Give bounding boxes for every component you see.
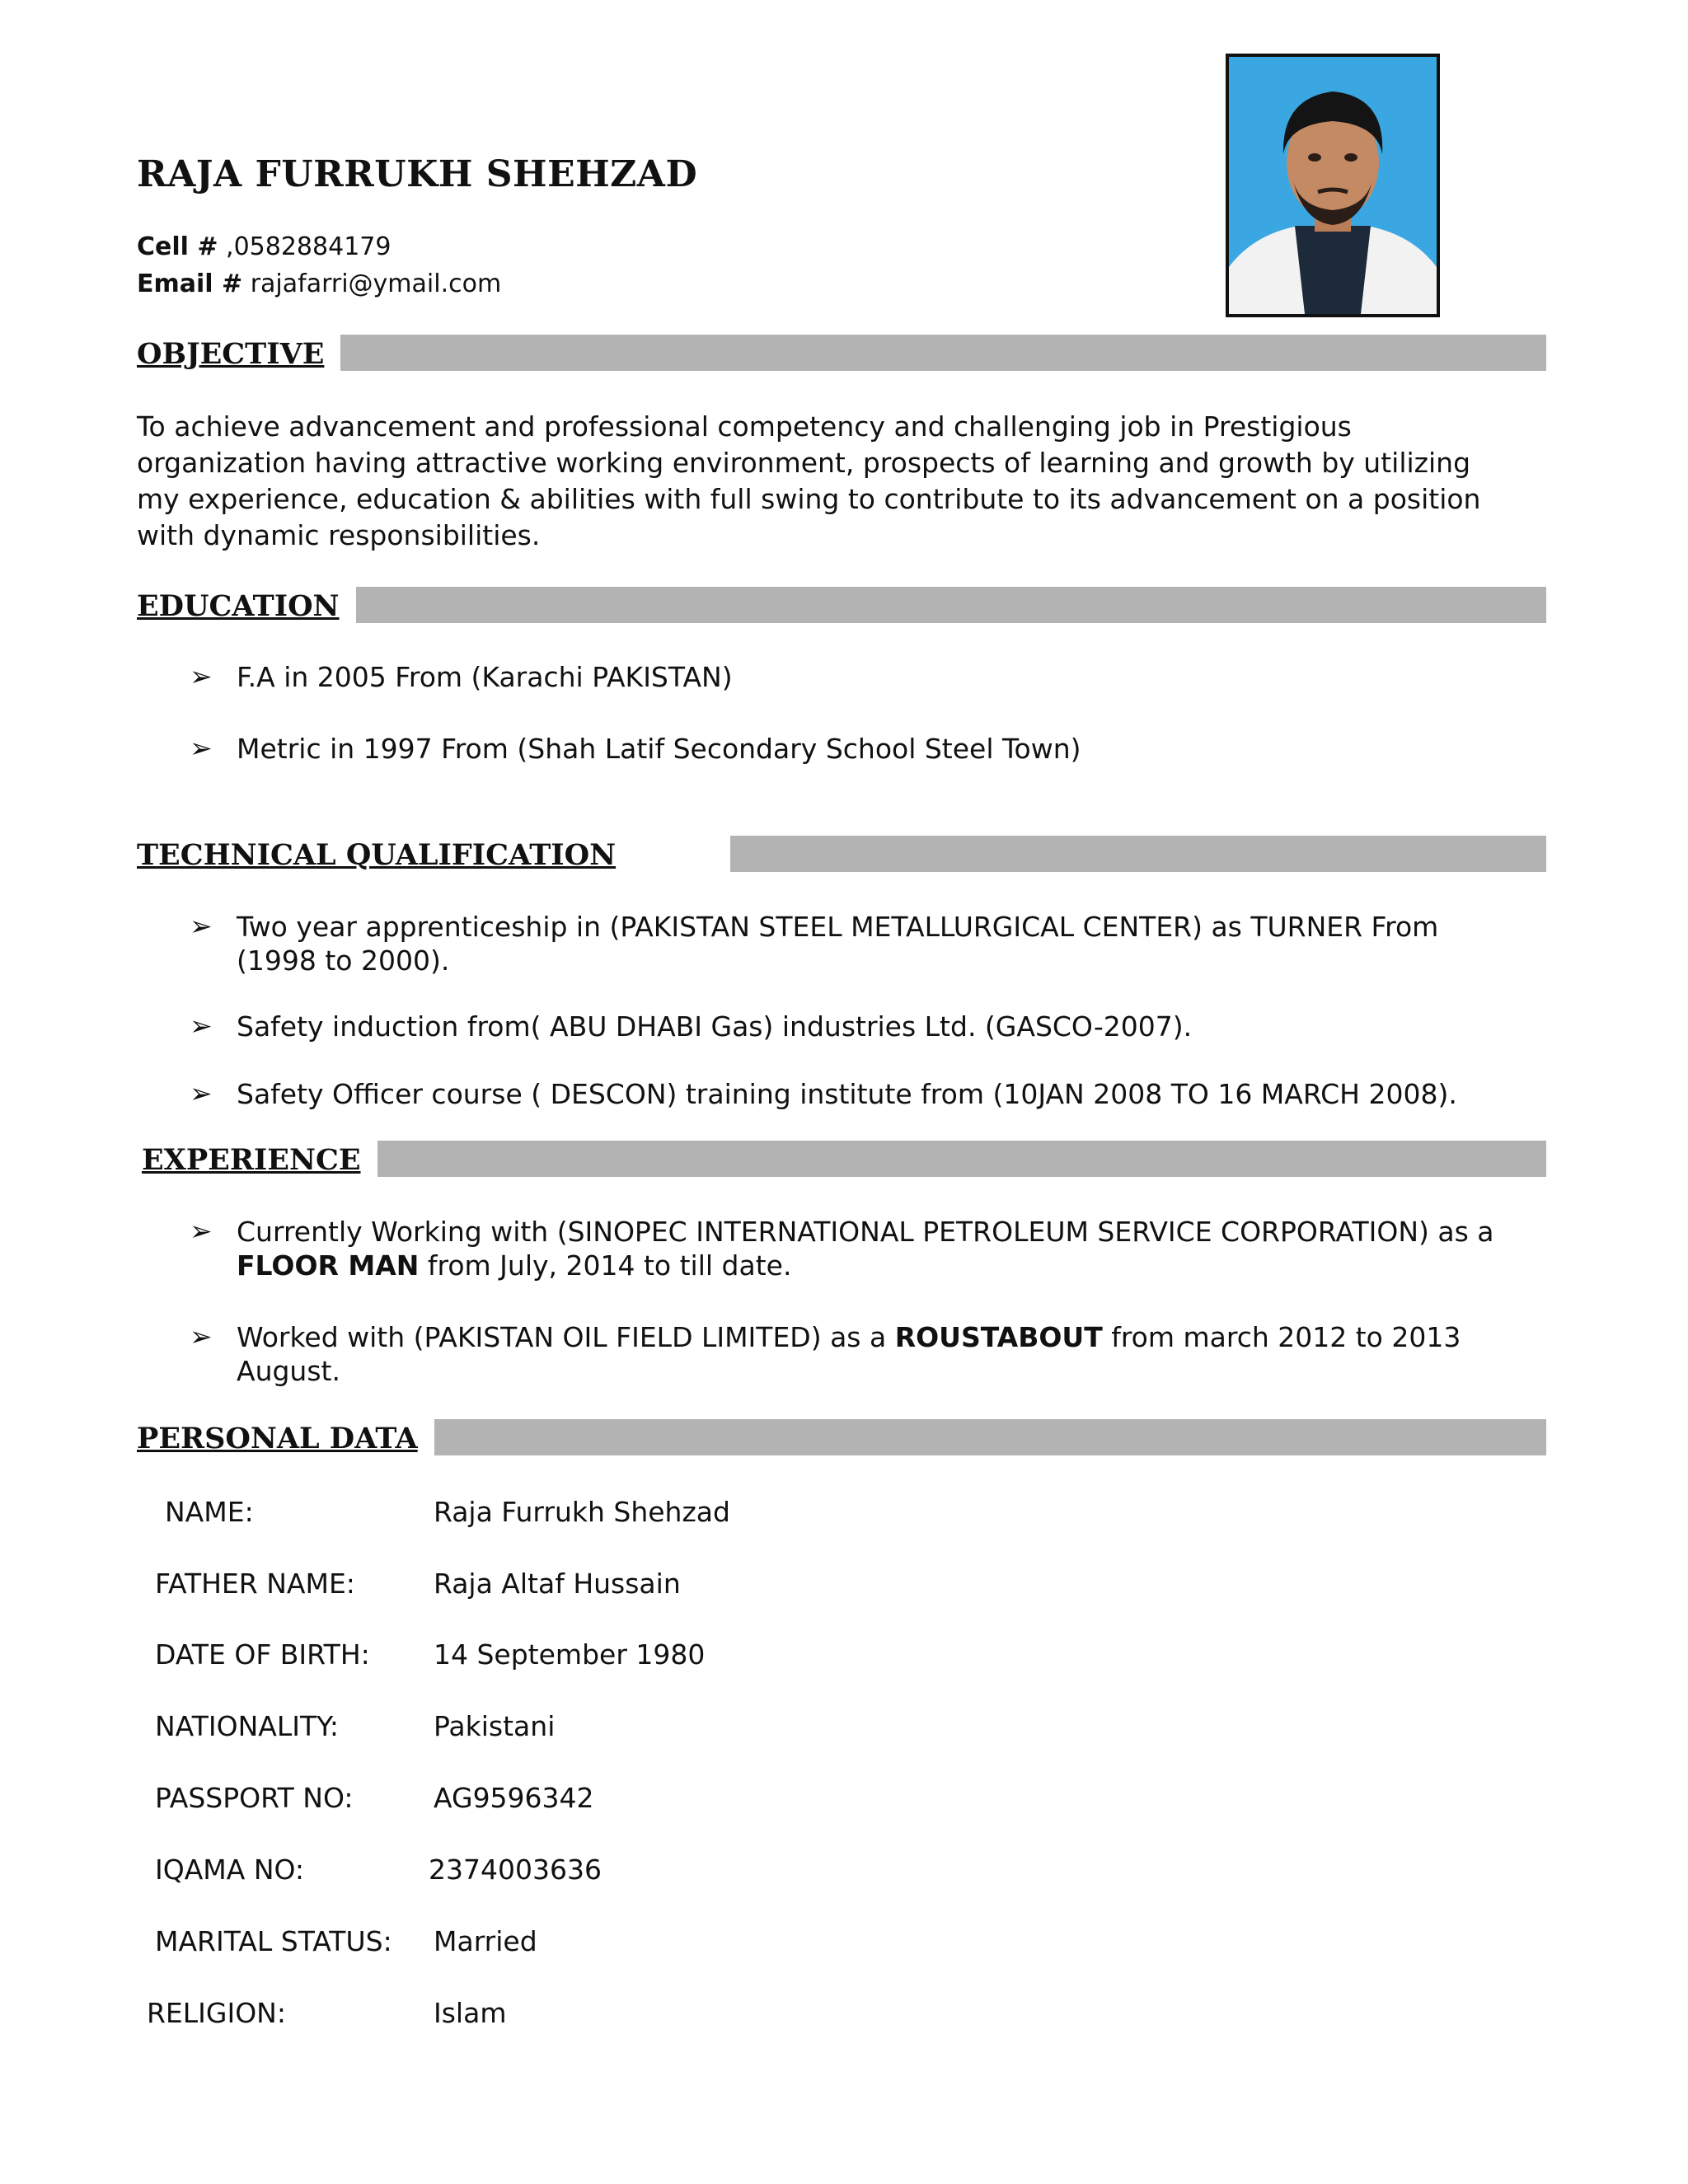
education-item: F.A in 2005 From (Karachi PAKISTAN): [237, 661, 733, 693]
personal-label-father: FATHER NAME:: [155, 1568, 355, 1600]
candidate-name: RAJA FURRUKH SHEHZAD: [137, 153, 698, 195]
personal-label-passport: PASSPORT NO:: [155, 1782, 354, 1814]
job-title: ROUSTABOUT: [894, 1321, 1103, 1353]
experience-item: Currently Working with (SINOPEC INTERNATIONAL PETROLEUM SERVICE CORPORATION) as a FLOOR MAN from July, 2014 to till date.: [237, 1216, 1494, 1282]
personal-value-name: Raja Furrukh Shehzad: [434, 1496, 730, 1528]
objective-section-bar: [134, 335, 1546, 371]
personal-label-dob: DATE OF BIRTH:: [155, 1638, 370, 1671]
cell-label: Cell #: [137, 232, 218, 261]
personal-value-nationality: Pakistani: [434, 1710, 556, 1742]
bullet-icon: ➢: [190, 910, 213, 942]
personal-label-name: NAME:: [165, 1496, 254, 1528]
experience-item: Worked with (PAKISTAN OIL FIELD LIMITED) as a ROUSTABOUT from march 2012 to 2013 August.: [237, 1321, 1461, 1387]
education-section-bar: [134, 587, 1546, 623]
technical-heading: TECHNICAL QUALIFICATION: [134, 836, 730, 872]
bullet-icon: ➢: [190, 1320, 213, 1352]
personal-value-passport: AG9596342: [434, 1782, 594, 1814]
bullet-icon: ➢: [190, 1077, 213, 1109]
technical-item: Two year apprenticeship in (PAKISTAN STEEL METALLURGICAL CENTER) as TURNER From (1998 to 2000).: [237, 911, 1439, 977]
education-item: Metric in 1997 From (Shah Latif Secondary School Steel Town): [237, 733, 1081, 765]
cell-line: [137, 232, 391, 261]
personal-value-marital: Married: [434, 1925, 537, 1957]
personal-label-religion: RELIGION:: [147, 1997, 286, 2029]
personal-value-religion: Islam: [434, 1997, 507, 2029]
experience-heading: EXPERIENCE: [134, 1141, 377, 1177]
personal-value-iqama: 2374003636: [429, 1854, 602, 1886]
technical-item: Safety Officer course ( DESCON) training institute from (10JAN 2008 TO 16 MARCH 2008).: [237, 1078, 1457, 1110]
personal-label-nationality: NATIONALITY:: [155, 1710, 339, 1742]
objective-text: To achieve advancement and professional competency and challenging job in Prestigious organization having attractive working environment, prospects of learning and growth by utilizing my experience, education & abilities with full swing to contribute to its advancement on a position with dynamic responsibilities.: [137, 410, 1481, 551]
personal-value-dob: 14 September 1980: [434, 1638, 706, 1671]
personal-label-iqama: IQAMA NO:: [155, 1854, 305, 1886]
personal-label-marital: MARITAL STATUS:: [155, 1925, 392, 1957]
bullet-icon: ➢: [190, 1010, 213, 1042]
technical-item: Safety induction from( ABU DHABI Gas) industries Ltd. (GASCO-2007).: [237, 1010, 1193, 1043]
portrait-image: [1229, 57, 1437, 314]
cell-value: ,0582884179: [218, 232, 392, 261]
email-value: rajafarri@ymail.com: [242, 269, 502, 298]
job-title: FLOOR MAN: [237, 1249, 420, 1282]
objective-heading: OBJECTIVE: [134, 335, 340, 371]
bullet-icon: ➢: [190, 1215, 213, 1247]
personal-value-father: Raja Altaf Hussain: [434, 1568, 681, 1600]
profile-photo: [1226, 54, 1440, 317]
technical-section-bar: [134, 836, 1546, 872]
experience-section-bar: [134, 1141, 1546, 1177]
education-heading: EDUCATION: [134, 587, 356, 623]
bullet-icon: ➢: [190, 732, 213, 764]
email-label: Email #: [137, 269, 243, 298]
personal-heading: PERSONAL DATA: [134, 1419, 434, 1455]
bullet-icon: ➢: [190, 660, 213, 692]
email-line: [137, 269, 501, 298]
personal-section-bar: [134, 1419, 1546, 1455]
